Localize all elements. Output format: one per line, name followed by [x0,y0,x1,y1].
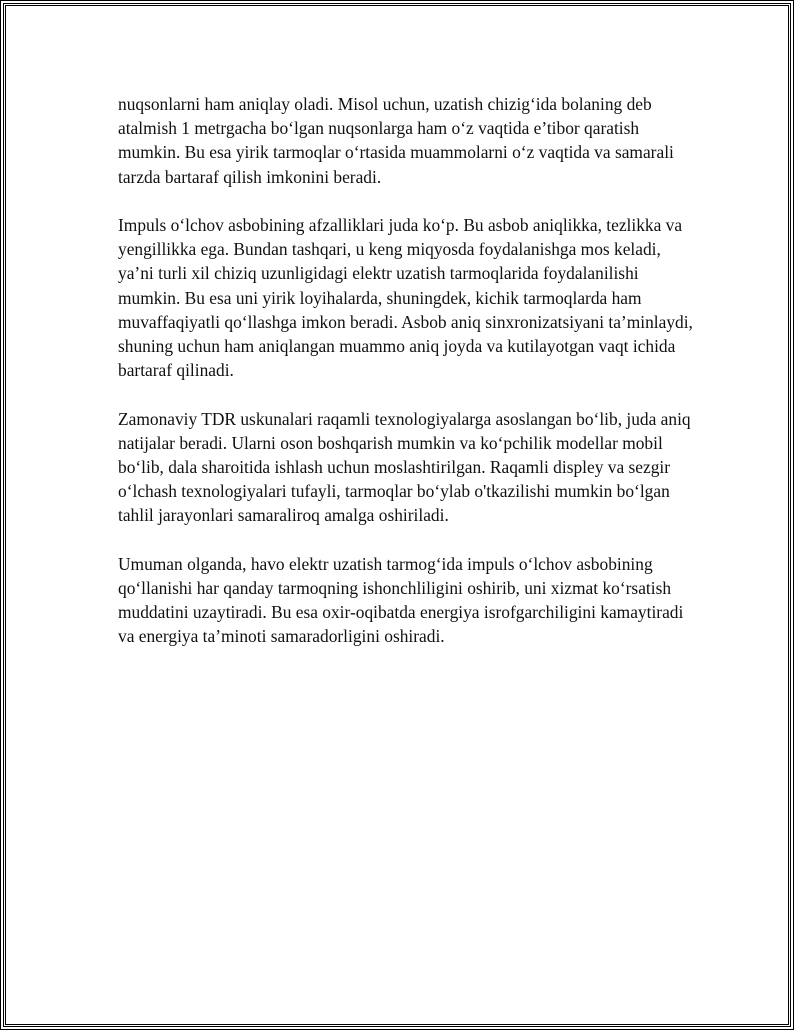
paragraph: Impuls o‘lchov asbobining afzalliklari juda ko‘p. Bu asbob aniqlikka, tezlikka va yengillikka ega. Bundan tashqari, u keng miqyosda foydalanishga mos keladi, ya’ni turli xil chiziq uzunligidagi elektr uzatish tarmoqlarida foydalanilishi mumkin. Bu esa uni yirik loyihalarda, shuningdek, kichik tarmoqlarda ham muvaffaqiyatli qo‘llashga imkon beradi. Asbob aniq sinxronizatsiyani ta’minlaydi, shuning uchun ham aniqlangan muammo aniq joyda va kutilayotgan vaqt ichida bartaraf qilinadi. [118,215,693,381]
document-body [118,92,698,673]
paragraph: Zamonaviy TDR uskunalari raqamli texnologiyalarga asoslangan bo‘lib, juda aniq natijalar beradi. Ularni oson boshqarish mumkin va ko‘pchilik modellar mobil bo‘lib, dala sharoitida ishlash uchun moslashtirilgan. Raqamli displey va sezgir o‘lchash texnologiyalari tufayli, tarmoqlar bo‘ylab o'tkazilishi mumkin bo‘lgan tahlil jarayonlari samaraliroq amalga oshiriladi. [118,408,691,526]
paragraph: Umuman olganda, havo elektr uzatish tarmog‘ida impuls o‘lchov asbobining qo‘llanishi har qanday tarmoqning ishonchliligini oshirib, uni xizmat ko‘rsatish muddatini uzaytiradi. Bu esa oxir-oqibatda energiya isrofgarchiligini kamaytiradi va energiya ta’minoti samaradorligini oshiradi. [118,553,684,647]
paragraph: nuqsonlarni ham aniqlay oladi. Misol uchun, uzatish chizig‘ida bolaning deb atalmish 1 metrgacha bo‘lgan nuqsonlarga ham o‘z vaqtida e’tibor qaratish mumkin. Bu esa yirik tarmoqlar o‘rtasida muammolarni o‘z vaqtida va samarali tarzda bartaraf qilish imkonini beradi. [118,94,674,187]
